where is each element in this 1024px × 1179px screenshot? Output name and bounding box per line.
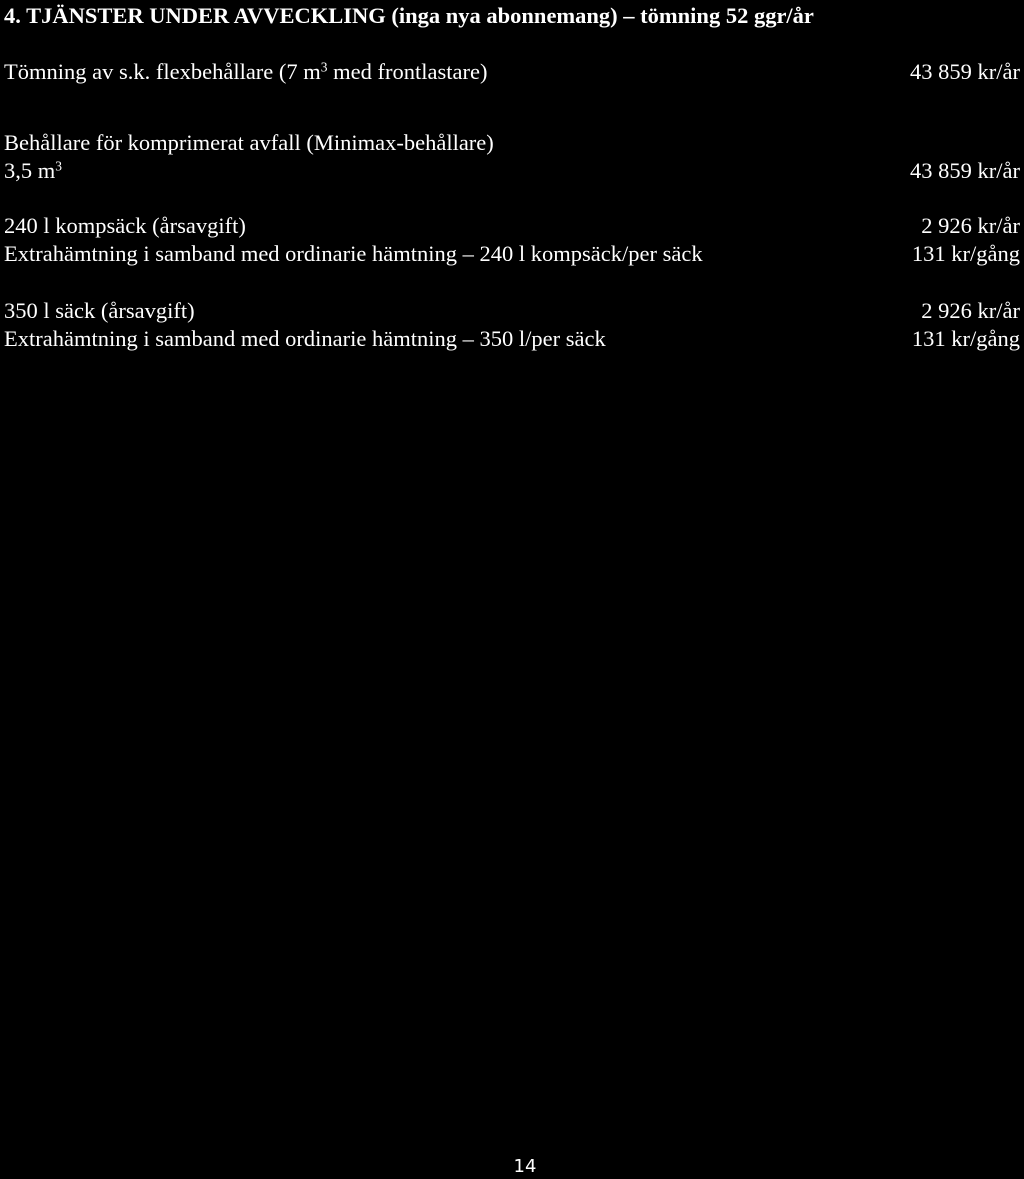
row-description: Tömning av s.k. flexbehållare (7 $m^3$ med frontlastare) — [4, 59, 488, 84]
row-description: Extrahämtning i samband med ordinarie hämtning – 350 l/per säck — [4, 326, 606, 351]
row-price: 2 926 kr/år — [921, 213, 1020, 238]
row-price: 43 859 kr/år — [910, 59, 1020, 84]
row-description: 3,5 $m^3$ — [4, 158, 63, 183]
price-row-minimax-title — [4, 129, 1020, 157]
price-row-flexbehallare — [4, 58, 1020, 86]
row-price: 43 859 kr/år — [910, 158, 1020, 183]
price-row-sack-350 — [4, 297, 1020, 325]
superscript-unit: 3 — [55, 158, 63, 174]
row-price: 2 926 kr/år — [921, 298, 1020, 323]
price-row-extra-350 — [4, 325, 1020, 353]
page-number: 14 — [513, 1156, 537, 1177]
section-heading: 4. TJÄNSTER UNDER AVVECKLING (inga nya abonnemang) – tömning 52 ggr/år — [4, 3, 814, 28]
row-description: Extrahämtning i samband med ordinarie hämtning – 240 l kompsäck/per säck — [4, 241, 703, 266]
row-price: 131 kr/gång — [911, 326, 1020, 351]
row-description: 350 l säck (årsavgift) — [4, 298, 195, 323]
price-row-minimax-size — [4, 157, 1020, 185]
row-description: 240 l kompsäck (årsavgift) — [4, 213, 246, 238]
row-description: Behållare för komprimerat avfall (Minimax-behållare) — [4, 130, 494, 155]
superscript-unit: 3 — [320, 59, 328, 75]
row-price: 131 kr/gång — [911, 241, 1020, 266]
price-row-extra-240 — [4, 240, 1020, 268]
price-row-kompsack-240 — [4, 212, 1020, 240]
